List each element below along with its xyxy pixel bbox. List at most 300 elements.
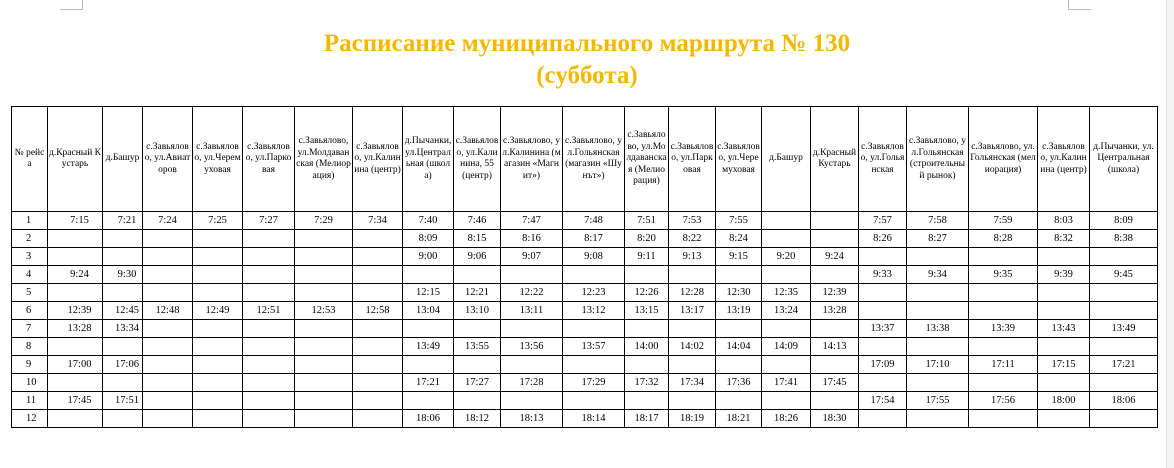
departure-time-cell: 17:11 [969,356,1038,374]
departure-time-cell: 12:53 [295,302,353,320]
departure-time-cell: 13:10 [454,302,501,320]
departure-time-cell [243,284,295,302]
departure-time-cell: 8:20 [625,230,669,248]
departure-time-cell: 9:07 [501,248,563,266]
departure-time-cell: 8:27 [907,230,969,248]
column-header-stop: с.Завьялово, ул.Калинина (магазин «Магнит») [501,107,563,212]
departure-time-cell [295,356,353,374]
departure-time-cell [669,392,716,410]
departure-time-cell [625,356,669,374]
departure-time-cell: 18:00 [1038,392,1090,410]
departure-time-cell: 17:34 [669,374,716,392]
departure-time-cell: 8:22 [669,230,716,248]
departure-time-cell: 12:28 [669,284,716,302]
departure-time-cell [295,266,353,284]
departure-time-cell [454,266,501,284]
trip-number-cell: 10 [12,374,48,392]
schedule-header [12,107,1158,212]
departure-time-cell: 17:55 [907,392,969,410]
departure-time-cell: 12:30 [716,284,762,302]
column-header-stop: с.Завьялово, ул.Черемуховая [193,107,243,212]
departure-time-cell: 17:56 [969,392,1038,410]
header-row [12,107,1158,212]
departure-time-cell [48,338,103,356]
departure-time-cell: 18:17 [625,410,669,428]
departure-time-cell: 13:34 [103,320,143,338]
departure-time-cell: 7:58 [907,212,969,230]
departure-time-cell [501,320,563,338]
departure-time-cell [1038,248,1090,266]
departure-time-cell [1090,302,1158,320]
document-subtitle: (суббота) [536,62,638,89]
departure-time-cell [969,410,1038,428]
departure-time-cell [811,320,859,338]
departure-time-cell [48,410,103,428]
departure-time-cell [625,320,669,338]
departure-time-cell [501,392,563,410]
departure-time-cell: 8:09 [403,230,454,248]
departure-time-cell [295,338,353,356]
departure-time-cell [859,338,907,356]
departure-time-cell [103,338,143,356]
table-row [12,338,1158,356]
column-header-stop: д.Пычанки, ул.Центральная (школа) [1090,107,1158,212]
departure-time-cell [501,356,563,374]
departure-time-cell: 13:12 [563,302,625,320]
departure-time-cell: 17:21 [1090,356,1158,374]
departure-time-cell: 18:14 [563,410,625,428]
column-header-stop: с.Завьялово, ул.Гольянская (строительный рынок) [907,107,969,212]
departure-time-cell [907,302,969,320]
departure-time-cell [1090,374,1158,392]
departure-time-cell: 9:24 [811,248,859,266]
trip-number-cell: 4 [12,266,48,284]
departure-time-cell: 18:06 [1090,392,1158,410]
departure-time-cell: 12:23 [563,284,625,302]
departure-time-cell [811,356,859,374]
departure-time-cell: 12:35 [762,284,811,302]
departure-time-cell: 13:11 [501,302,563,320]
trip-number-cell: 6 [12,302,48,320]
departure-time-cell [353,248,403,266]
departure-time-cell: 13:04 [403,302,454,320]
departure-time-cell: 8:17 [563,230,625,248]
departure-time-cell: 18:26 [762,410,811,428]
column-header-stop: с.Завьялово, ул.Черемуховая [716,107,762,212]
departure-time-cell: 12:48 [143,302,193,320]
departure-time-cell [143,230,193,248]
departure-time-cell: 17:29 [563,374,625,392]
trip-number-cell: 7 [12,320,48,338]
departure-time-cell: 13:28 [48,320,103,338]
departure-time-cell: 13:19 [716,302,762,320]
departure-time-cell [193,374,243,392]
departure-time-cell [103,410,143,428]
column-header-stop: с.Завьялово, ул.Калинина, 55 (центр) [454,107,501,212]
departure-time-cell [859,284,907,302]
column-header-stop: д.Красный Кустарь [48,107,103,212]
departure-time-cell [454,392,501,410]
departure-time-cell [403,266,454,284]
schedule-table [11,106,1158,428]
departure-time-cell: 12:51 [243,302,295,320]
departure-time-cell [353,266,403,284]
departure-time-cell: 18:13 [501,410,563,428]
departure-time-cell: 13:38 [907,320,969,338]
departure-time-cell: 13:56 [501,338,563,356]
departure-time-cell: 12:39 [48,302,103,320]
departure-time-cell [563,356,625,374]
departure-time-cell: 9:45 [1090,266,1158,284]
column-header-stop: с.Завьялово, ул.Молдаванская (Мелиорация) [625,107,669,212]
departure-time-cell [143,248,193,266]
table-row [12,392,1158,410]
column-header-stop: д.Пычанки, ул.Центральная (школа) [403,107,454,212]
departure-time-cell [193,338,243,356]
departure-time-cell [859,248,907,266]
departure-time-cell: 13:37 [859,320,907,338]
departure-time-cell: 9:34 [907,266,969,284]
departure-time-cell: 7:53 [669,212,716,230]
departure-time-cell [353,356,403,374]
document-title: Расписание муниципального маршрута № 130 [323,30,851,57]
column-header-stop: д.Башур [103,107,143,212]
departure-time-cell: 13:49 [1090,320,1158,338]
departure-time-cell [48,374,103,392]
departure-time-cell: 7:55 [716,212,762,230]
departure-time-cell: 18:21 [716,410,762,428]
departure-time-cell [1090,248,1158,266]
departure-time-cell: 17:51 [103,392,143,410]
departure-time-cell [353,320,403,338]
departure-time-cell: 13:49 [403,338,454,356]
departure-time-cell: 8:03 [1038,212,1090,230]
departure-time-cell: 13:39 [969,320,1038,338]
departure-time-cell [907,248,969,266]
departure-time-cell [193,266,243,284]
departure-time-cell: 9:39 [1038,266,1090,284]
departure-time-cell [762,392,811,410]
departure-time-cell: 18:30 [811,410,859,428]
departure-time-cell [103,248,143,266]
departure-time-cell: 7:34 [353,212,403,230]
departure-time-cell [716,356,762,374]
departure-time-cell: 17:36 [716,374,762,392]
departure-time-cell [969,248,1038,266]
departure-time-cell: 7:24 [143,212,193,230]
departure-time-cell [563,392,625,410]
departure-time-cell [295,374,353,392]
departure-time-cell [762,356,811,374]
departure-time-cell: 14:00 [625,338,669,356]
departure-time-cell: 12:26 [625,284,669,302]
departure-time-cell: 7:51 [625,212,669,230]
column-header-stop: с.Завьялово, ул.Авиаторов [143,107,193,212]
departure-time-cell: 14:09 [762,338,811,356]
column-header-stop: с.Завьялово, ул.Парковая [669,107,716,212]
departure-time-cell: 8:38 [1090,230,1158,248]
departure-time-cell [295,248,353,266]
departure-time-cell [353,230,403,248]
departure-time-cell [143,338,193,356]
departure-time-cell: 17:06 [103,356,143,374]
departure-time-cell: 9:13 [669,248,716,266]
departure-time-cell: 8:15 [454,230,501,248]
departure-time-cell: 9:00 [403,248,454,266]
departure-time-cell: 8:32 [1038,230,1090,248]
trip-number-cell: 8 [12,338,48,356]
departure-time-cell: 12:22 [501,284,563,302]
departure-time-cell: 9:30 [103,266,143,284]
departure-time-cell [143,284,193,302]
departure-time-cell [1090,284,1158,302]
departure-time-cell [907,284,969,302]
departure-time-cell [193,284,243,302]
departure-time-cell: 12:45 [103,302,143,320]
table-row [12,302,1158,320]
departure-time-cell: 17:15 [1038,356,1090,374]
departure-time-cell: 17:00 [48,356,103,374]
departure-time-cell [295,230,353,248]
table-row [12,320,1158,338]
departure-time-cell [403,356,454,374]
departure-time-cell [1090,410,1158,428]
column-header-stop: с.Завьялово, ул.Калинина (центр) [1038,107,1090,212]
departure-time-cell: 7:27 [243,212,295,230]
departure-time-cell: 7:40 [403,212,454,230]
departure-time-cell [454,356,501,374]
departure-time-cell: 13:24 [762,302,811,320]
departure-time-cell [193,230,243,248]
departure-time-cell: 9:06 [454,248,501,266]
departure-time-cell [353,284,403,302]
departure-time-cell [811,392,859,410]
column-header-stop: д.Красный Кустарь [811,107,859,212]
departure-time-cell: 12:39 [811,284,859,302]
departure-time-cell [625,266,669,284]
departure-time-cell [48,248,103,266]
departure-time-cell: 14:13 [811,338,859,356]
departure-time-cell [243,248,295,266]
departure-time-cell: 13:15 [625,302,669,320]
departure-time-cell [969,284,1038,302]
departure-time-cell: 9:24 [48,266,103,284]
departure-time-cell [811,212,859,230]
departure-time-cell [295,410,353,428]
departure-time-cell [454,320,501,338]
departure-time-cell [563,320,625,338]
column-header-stop: д.Башур [762,107,811,212]
departure-time-cell: 9:20 [762,248,811,266]
departure-time-cell [193,356,243,374]
departure-time-cell: 8:26 [859,230,907,248]
departure-time-cell [859,410,907,428]
departure-time-cell [969,374,1038,392]
departure-time-cell: 13:43 [1038,320,1090,338]
departure-time-cell: 9:08 [563,248,625,266]
departure-time-cell: 9:35 [969,266,1038,284]
departure-time-cell: 9:33 [859,266,907,284]
departure-time-cell: 17:10 [907,356,969,374]
column-header-stop: с.Завьялово, ул.Молдаванская (Мелиорация) [295,107,353,212]
departure-time-cell: 18:06 [403,410,454,428]
departure-time-cell: 14:04 [716,338,762,356]
departure-time-cell [243,356,295,374]
departure-time-cell [143,266,193,284]
departure-time-cell: 8:28 [969,230,1038,248]
column-header-trip-number: № рейса [12,107,48,212]
table-row [12,266,1158,284]
departure-time-cell: 17:27 [454,374,501,392]
departure-time-cell [762,212,811,230]
departure-time-cell: 17:09 [859,356,907,374]
departure-time-cell [811,230,859,248]
trip-number-cell: 5 [12,284,48,302]
table-row [12,410,1158,428]
departure-time-cell [295,284,353,302]
departure-time-cell [48,230,103,248]
departure-time-cell: 13:28 [811,302,859,320]
departure-time-cell: 7:15 [48,212,103,230]
departure-time-cell [295,320,353,338]
trip-number-cell: 2 [12,230,48,248]
departure-time-cell [143,392,193,410]
departure-time-cell [1090,338,1158,356]
departure-time-cell [243,266,295,284]
trip-number-cell: 1 [12,212,48,230]
departure-time-cell [243,338,295,356]
departure-time-cell [969,302,1038,320]
departure-time-cell [859,302,907,320]
departure-time-cell: 7:57 [859,212,907,230]
schedule-body [12,212,1158,428]
departure-time-cell: 12:21 [454,284,501,302]
departure-time-cell [501,266,563,284]
departure-time-cell [243,230,295,248]
departure-time-cell [811,266,859,284]
departure-time-cell [669,320,716,338]
departure-time-cell [403,392,454,410]
departure-time-cell [193,320,243,338]
departure-time-cell: 8:09 [1090,212,1158,230]
departure-time-cell [762,266,811,284]
departure-time-cell [353,392,403,410]
departure-time-cell: 13:55 [454,338,501,356]
departure-time-cell: 17:41 [762,374,811,392]
departure-time-cell: 7:21 [103,212,143,230]
departure-time-cell: 13:57 [563,338,625,356]
trip-number-cell: 9 [12,356,48,374]
departure-time-cell [625,392,669,410]
departure-time-cell: 7:47 [501,212,563,230]
departure-time-cell: 17:21 [403,374,454,392]
departure-time-cell [1038,302,1090,320]
trip-number-cell: 12 [12,410,48,428]
departure-time-cell [143,374,193,392]
departure-time-cell: 7:46 [454,212,501,230]
column-header-stop: с.Завьялово, ул.Калинина (центр) [353,107,403,212]
departure-time-cell: 7:25 [193,212,243,230]
departure-time-cell: 18:19 [669,410,716,428]
page-corner-mark-left [60,0,83,10]
table-row [12,356,1158,374]
departure-time-cell [143,356,193,374]
table-row [12,230,1158,248]
departure-time-cell [859,374,907,392]
departure-time-cell [353,410,403,428]
departure-time-cell: 12:49 [193,302,243,320]
departure-time-cell [716,320,762,338]
departure-time-cell [1038,338,1090,356]
departure-time-cell [193,248,243,266]
page-corner-mark-right [1068,0,1091,10]
departure-time-cell [103,284,143,302]
trip-number-cell: 3 [12,248,48,266]
departure-time-cell [969,338,1038,356]
departure-time-cell [762,320,811,338]
departure-time-cell [1038,410,1090,428]
departure-time-cell [193,410,243,428]
departure-time-cell: 7:48 [563,212,625,230]
departure-time-cell: 17:54 [859,392,907,410]
departure-time-cell: 17:45 [48,392,103,410]
departure-time-cell [669,266,716,284]
departure-time-cell [1038,284,1090,302]
departure-time-cell: 7:59 [969,212,1038,230]
departure-time-cell [907,410,969,428]
departure-time-cell [103,230,143,248]
column-header-stop: с.Завьялово, ул.Гольянская (магазин «Шунът») [563,107,625,212]
departure-time-cell [403,320,454,338]
departure-time-cell: 14:02 [669,338,716,356]
departure-time-cell [243,392,295,410]
departure-time-cell [563,266,625,284]
departure-time-cell: 12:15 [403,284,454,302]
departure-time-cell: 18:12 [454,410,501,428]
departure-time-cell: 17:45 [811,374,859,392]
table-row [12,248,1158,266]
departure-time-cell [193,392,243,410]
column-header-stop: с.Завьялово, ул.Гольянская [859,107,907,212]
column-header-stop: с.Завьялово, ул.Парковая [243,107,295,212]
departure-time-cell [143,410,193,428]
departure-time-cell: 8:24 [716,230,762,248]
departure-time-cell: 9:11 [625,248,669,266]
table-row [12,284,1158,302]
departure-time-cell [143,320,193,338]
departure-time-cell [716,392,762,410]
column-header-stop: с.Завьялово, ул.Гольянская (мелиорация) [969,107,1038,212]
departure-time-cell: 13:17 [669,302,716,320]
departure-time-cell: 17:32 [625,374,669,392]
table-row [12,212,1158,230]
departure-time-cell: 12:58 [353,302,403,320]
departure-time-cell [907,374,969,392]
departure-time-cell: 17:28 [501,374,563,392]
departure-time-cell: 9:15 [716,248,762,266]
departure-time-cell [48,284,103,302]
departure-time-cell [243,320,295,338]
departure-time-cell [353,338,403,356]
departure-time-cell [103,374,143,392]
departure-time-cell [295,392,353,410]
departure-time-cell: 8:16 [501,230,563,248]
trip-number-cell: 11 [12,392,48,410]
departure-time-cell [243,410,295,428]
departure-time-cell [716,266,762,284]
departure-time-cell [762,230,811,248]
table-row [12,374,1158,392]
